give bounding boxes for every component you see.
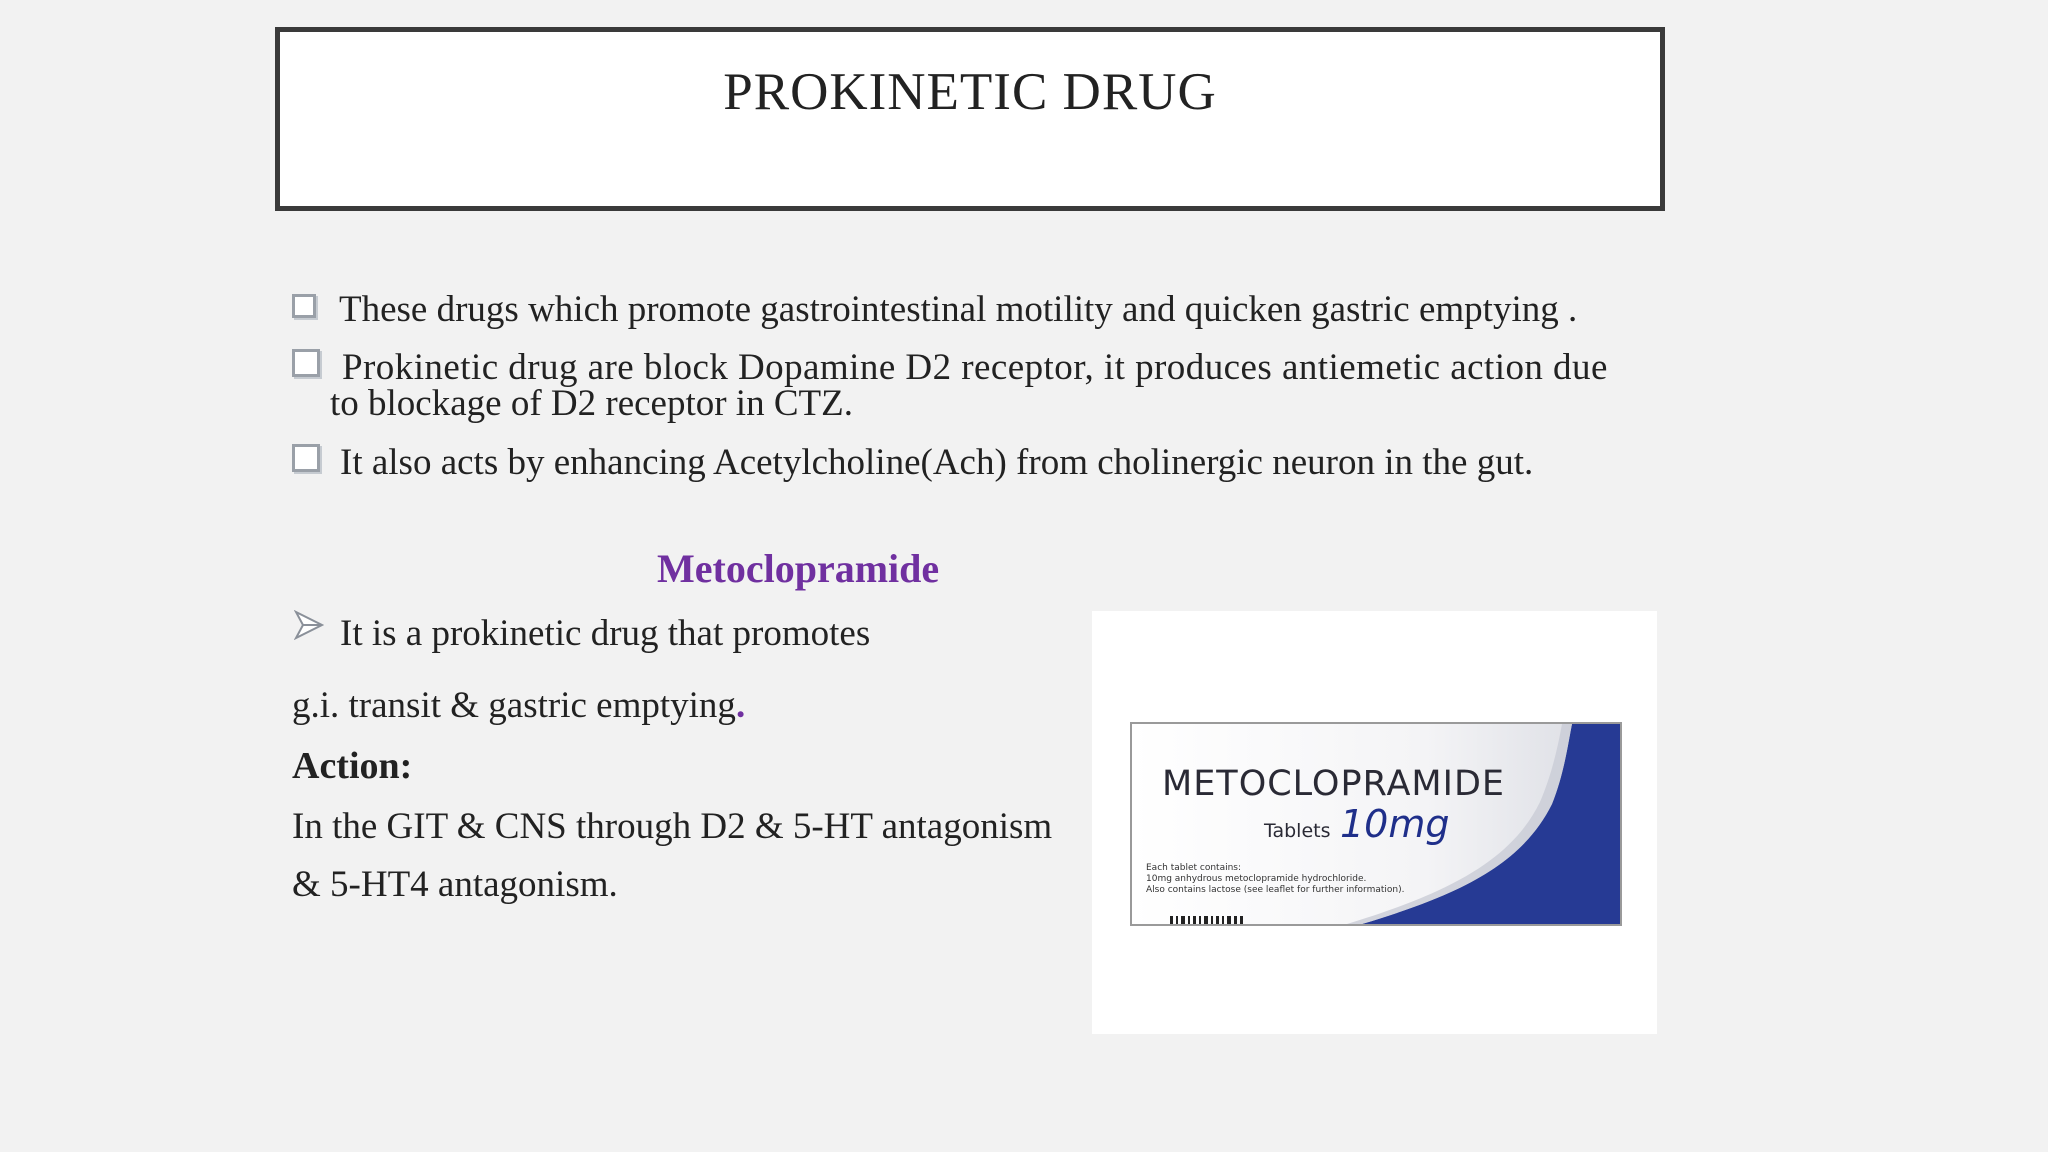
continuation-dot: . <box>735 685 746 726</box>
barcode-icon <box>1170 916 1250 924</box>
action-line-1: In the GIT & CNS through D2 & 5-HT antagonism <box>292 806 1053 847</box>
continuation-main: g.i. transit & gastric emptying <box>292 685 736 726</box>
package-form: Tablets <box>1264 820 1331 842</box>
bullet-text: It also acts by enhancing Acetylcholine(Ach) from cholinergic neuron in the gut. <box>340 442 1534 483</box>
package-small-text: Also contains lactose (see leaflet for further information). <box>1146 885 1405 895</box>
arrow-item-text: It is a prokinetic drug that promotes <box>340 613 871 654</box>
arrow-bullet-icon <box>294 610 324 640</box>
slide-title: PROKINETIC DRUG <box>723 63 1217 121</box>
drug-subheading: Metoclopramide <box>657 546 940 591</box>
package-small-text: Each tablet contains: <box>1146 863 1242 873</box>
bullet-text-line2: to blockage of D2 receptor in CTZ. <box>330 383 853 424</box>
package-name: METOCLOPRAMIDE <box>1162 764 1506 804</box>
bullet-text: These drugs which promote gastrointestinal motility and quicken gastric emptying . <box>339 289 1578 330</box>
action-label: Action: <box>292 745 413 787</box>
action-line-2: & 5-HT4 antagonism. <box>292 864 618 905</box>
title-box <box>275 27 1665 211</box>
square-bullet-icon <box>292 444 320 472</box>
package-image <box>1092 611 1657 1034</box>
continuation-text <box>292 684 745 727</box>
square-bullet-icon <box>292 349 320 377</box>
package-dose: 10mg <box>1340 802 1450 846</box>
medicine-box <box>1130 722 1622 926</box>
square-bullet-icon <box>292 294 316 318</box>
bullet-text-line1: Prokinetic drug are block Dopamine D2 receptor, it produces antiemetic action due <box>342 347 1608 388</box>
package-small-text: 10mg anhydrous metoclopramide hydrochloride. <box>1146 874 1367 884</box>
